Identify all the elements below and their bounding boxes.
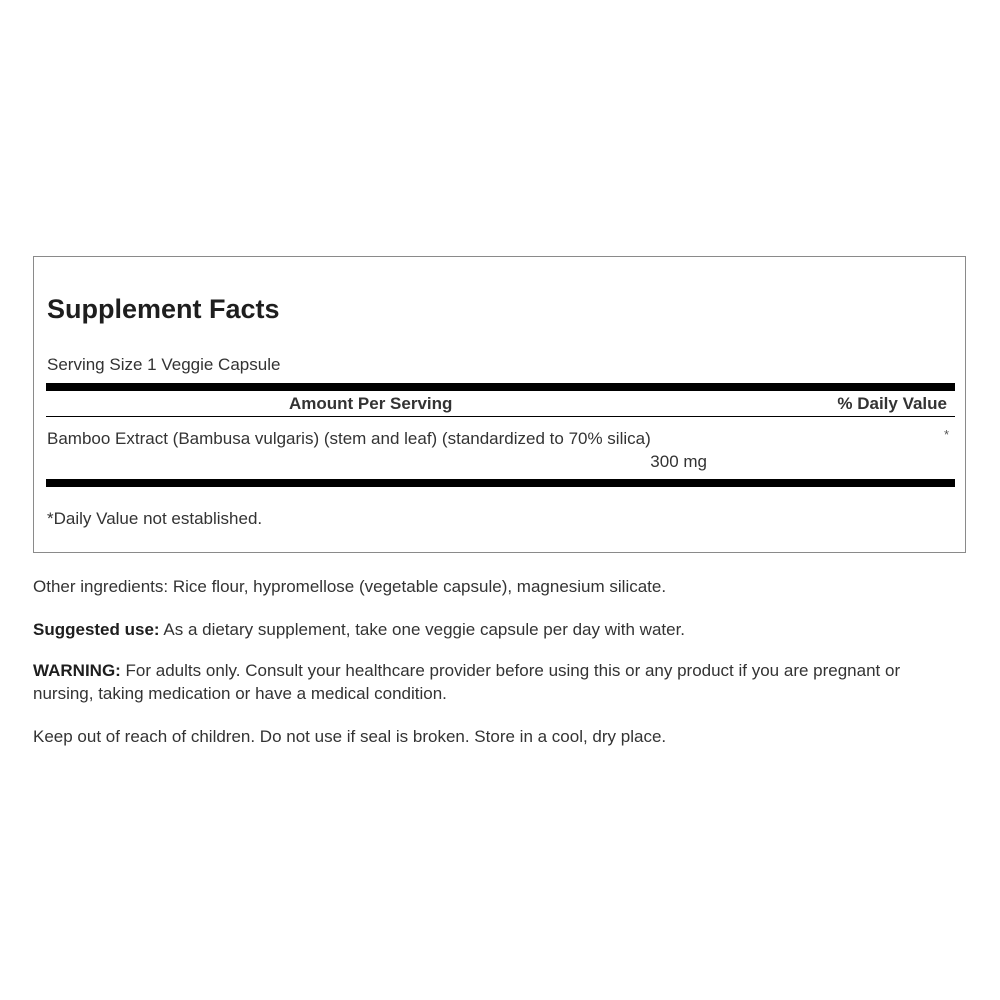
ingredient-amount: 300 mg	[650, 452, 707, 471]
thick-divider-top	[46, 383, 955, 391]
warning-text: For adults only. Consult your healthcare provider before using this or any product if you are pregnant or nursing, taking medication or have a medical condition.	[33, 661, 901, 703]
storage-note: Keep out of reach of children. Do not use if seal is broken. Store in a cool, dry place.	[33, 727, 667, 746]
suggested-use	[33, 618, 963, 641]
other-ingredients: Other ingredients: Rice flour, hypromellose (vegetable capsule), magnesium silicate.	[33, 577, 667, 596]
serving-size: Serving Size 1 Veggie Capsule	[47, 355, 281, 374]
supplement-facts-panel	[33, 256, 966, 553]
amount-per-serving-header: Amount Per Serving	[289, 394, 453, 413]
suggested-use-label: Suggested use:	[33, 620, 160, 639]
ingredient-name: Bamboo Extract (Bambusa vulgaris) (stem and leaf) (standardized to 70% silica)	[47, 429, 651, 448]
warning	[33, 659, 963, 705]
ingredient-daily-value: *	[943, 427, 949, 442]
facts-title: Supplement Facts	[47, 294, 280, 324]
suggested-use-text: As a dietary supplement, take one veggie capsule per day with water.	[159, 620, 686, 639]
thick-divider-bottom	[46, 479, 955, 487]
daily-value-header: % Daily Value	[837, 394, 947, 413]
daily-value-footnote: *Daily Value not established.	[47, 509, 263, 528]
thin-divider	[46, 416, 955, 417]
warning-label: WARNING:	[33, 661, 121, 680]
